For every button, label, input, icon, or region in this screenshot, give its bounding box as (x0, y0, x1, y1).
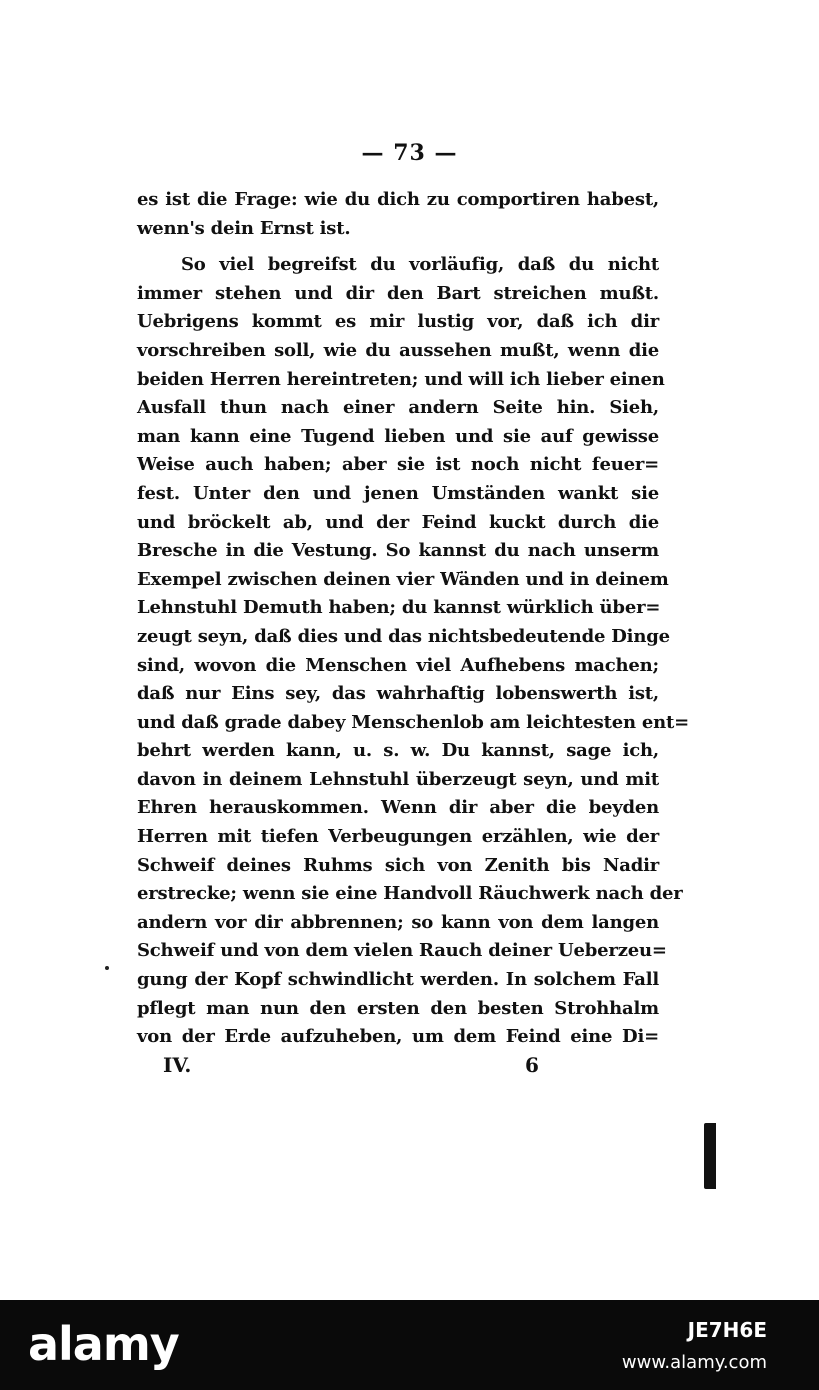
text-line: Ehren herauskommen. Wenn dir aber die beyden (137, 797, 659, 819)
paragraph-2 (137, 251, 690, 1052)
watermark-bar (0, 1300, 819, 1390)
text-line: andern vor dir abbrennen; so kann von dem langen (137, 911, 659, 933)
text-line: Weise auch haben; aber sie ist noch nicht feuer= (137, 454, 659, 476)
text-line: beiden Herren hereintreten; und will ich lieber einen (137, 368, 665, 390)
body-text (137, 186, 690, 1052)
text-line: Exempel zwischen deinen vier Wänden und in deinem (137, 568, 669, 590)
paragraph-gap (137, 243, 659, 251)
ink-speck (105, 966, 109, 970)
text-line: und bröckelt ab, und der Feind kuckt durch die (137, 511, 659, 533)
text-line: immer stehen und dir den Bart streichen mußt. (137, 282, 659, 304)
text-line: vorschreiben soll, wie du aussehen mußt, wenn die (137, 339, 659, 361)
text-line: von der Erde aufzuheben, um dem Feind eine Di= (137, 1026, 659, 1048)
text-line: sind, wovon die Menschen viel Aufhebens machen; (137, 654, 659, 676)
text-line: pflegt man nun den ersten den besten Strohhalm (137, 997, 659, 1019)
text-line: Ausfall thun nach einer andern Seite hin. Sieh, (137, 397, 659, 419)
text-line: wenn's dein Ernst ist. (137, 217, 351, 239)
text-line: Lehnstuhl Demuth haben; du kannst würklich über= (137, 597, 661, 619)
text-line: zeugt seyn, daß dies und das nichtsbedeutende Dinge (137, 625, 670, 647)
text-line: Schweif und von dem vielen Rauch deiner Ueberzeu= (137, 940, 667, 962)
text-line: und daß grade dabey Menschenlob am leichtesten ent= (137, 711, 690, 733)
signature-mark: IV. (163, 1053, 192, 1077)
paragraph-1 (137, 186, 659, 243)
text-line: es ist die Frage: wie du dich zu comportiren habest, (137, 189, 659, 210)
page-number: — 73 — (361, 140, 458, 166)
page-edge-mark (704, 1123, 716, 1189)
text-line: davon in deinem Lehnstuhl überzeugt seyn, und mit (137, 768, 659, 790)
text-line: Schweif deines Ruhms sich von Zenith bis Nadir (137, 854, 659, 876)
text-line: erstrecke; wenn sie eine Handvoll Räuchwerk nach der (137, 883, 683, 905)
watermark-url: www.alamy.com (621, 1352, 767, 1373)
text-line: behrt werden kann, u. s. w. Du kannst, sage ich, (137, 740, 659, 762)
alamy-logo: alamy (28, 1317, 179, 1371)
text-line: gung der Kopf schwindlicht werden. In solchem Fall (137, 969, 659, 991)
text-line: So viel begreifst du vorläufig, daß du nicht (181, 254, 659, 276)
text-line: man kann eine Tugend lieben und sie auf gewisse (137, 425, 659, 447)
text-line: Uebrigens kommt es mir lustig vor, daß ich dir (137, 311, 659, 333)
image-id: JE7H6E (687, 1318, 767, 1342)
text-line: daß nur Eins sey, das wahrhaftig lobenswerth ist, (137, 683, 659, 705)
text-line: Bresche in die Vestung. So kannst du nach unserm (137, 540, 659, 562)
text-line: Herren mit tiefen Verbeugungen erzählen, wie der (137, 826, 659, 848)
sheet-number: 6 (525, 1053, 539, 1077)
text-line: fest. Unter den und jenen Umständen wankt sie (137, 482, 659, 504)
